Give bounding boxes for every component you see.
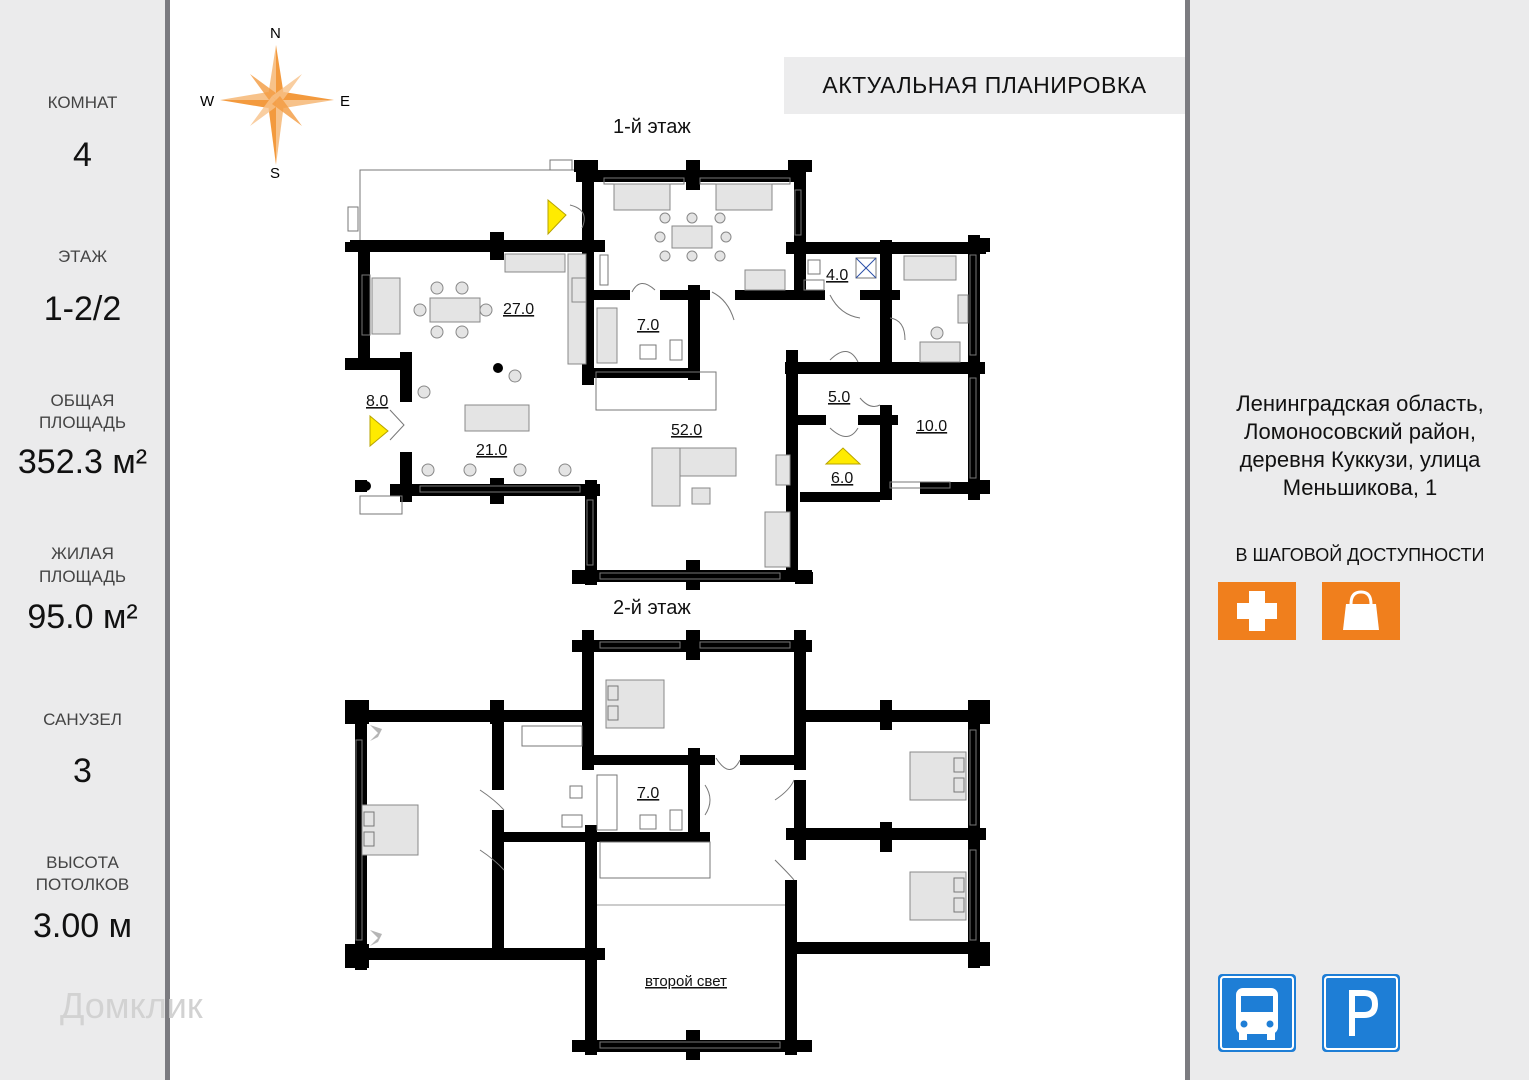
compass-n: N	[270, 25, 281, 42]
room-area-label: 6.0	[831, 470, 854, 487]
bus-icon	[1218, 974, 1296, 1052]
floor-label: ЭТАЖ	[57, 247, 108, 266]
ceiling-value: 3.00 м	[33, 907, 132, 945]
compass-w: W	[200, 93, 215, 110]
total-area-label-1: ОБЩАЯ	[50, 391, 115, 410]
right-info-panel	[1190, 0, 1529, 1080]
walking-distance-title: В ШАГОВОЙ ДОСТУПНОСТИ	[1235, 545, 1485, 565]
living-area-label-1: ЖИЛАЯ	[51, 544, 114, 563]
address-line: Ломоносовский район,	[1244, 419, 1476, 444]
rooms-label: КОМНАТ	[47, 93, 118, 112]
address-line: деревня Куккузи, улица	[1239, 447, 1481, 472]
total-area-label-2: ПЛОЩАДЬ	[38, 413, 127, 432]
address-block	[1200, 390, 1520, 502]
room-area-label: 7.0	[637, 785, 660, 802]
compass-e: E	[340, 93, 351, 110]
bathroom-label: САНУЗЕЛ	[43, 710, 122, 729]
room-area-label: 7.0	[637, 317, 660, 334]
floor1-title: 1-й этаж	[613, 116, 691, 138]
room-area-label: 4.0	[826, 267, 849, 284]
floor-value: 1-2/2	[43, 290, 122, 328]
shopping-bag-icon	[1322, 582, 1400, 640]
medical-cross-icon	[1218, 582, 1296, 640]
entrance-marker-icon	[370, 416, 388, 446]
floor2-plan	[345, 630, 990, 1060]
bathroom-value: 3	[73, 752, 92, 790]
compass-s: S	[270, 165, 281, 182]
ceiling-label-2: ПОТОЛКОВ	[35, 875, 130, 894]
room-area-label: 10.0	[916, 418, 948, 435]
room-area-label: 27.0	[503, 301, 535, 318]
floor1-plan	[345, 160, 990, 590]
floor2-title: 2-й этаж	[613, 597, 691, 619]
entrance-marker-icon	[548, 200, 566, 234]
total-area-value: 352.3 м²	[17, 443, 148, 481]
room-area-label: 5.0	[828, 389, 851, 406]
living-area-label-2: ПЛОЩАДЬ	[38, 567, 127, 586]
parking-icon	[1322, 974, 1400, 1052]
ceiling-label-1: ВЫСОТА	[46, 853, 119, 872]
address-line: Меньшикова, 1	[1282, 475, 1438, 500]
address-line: Ленинградская область,	[1236, 391, 1484, 416]
entrance-marker-icon	[826, 448, 860, 464]
watermark-text: Домклик	[60, 985, 203, 1026]
layout-header-title: АКТУАЛЬНАЯ ПЛАНИРОВКА	[822, 72, 1147, 98]
rooms-value: 4	[73, 136, 92, 174]
living-area-value: 95.0 м²	[27, 598, 138, 636]
room-area-label: второй свет	[645, 973, 727, 990]
room-area-label: 21.0	[476, 442, 508, 459]
room-area-label: 8.0	[366, 393, 389, 410]
room-area-label: 52.0	[671, 422, 703, 439]
